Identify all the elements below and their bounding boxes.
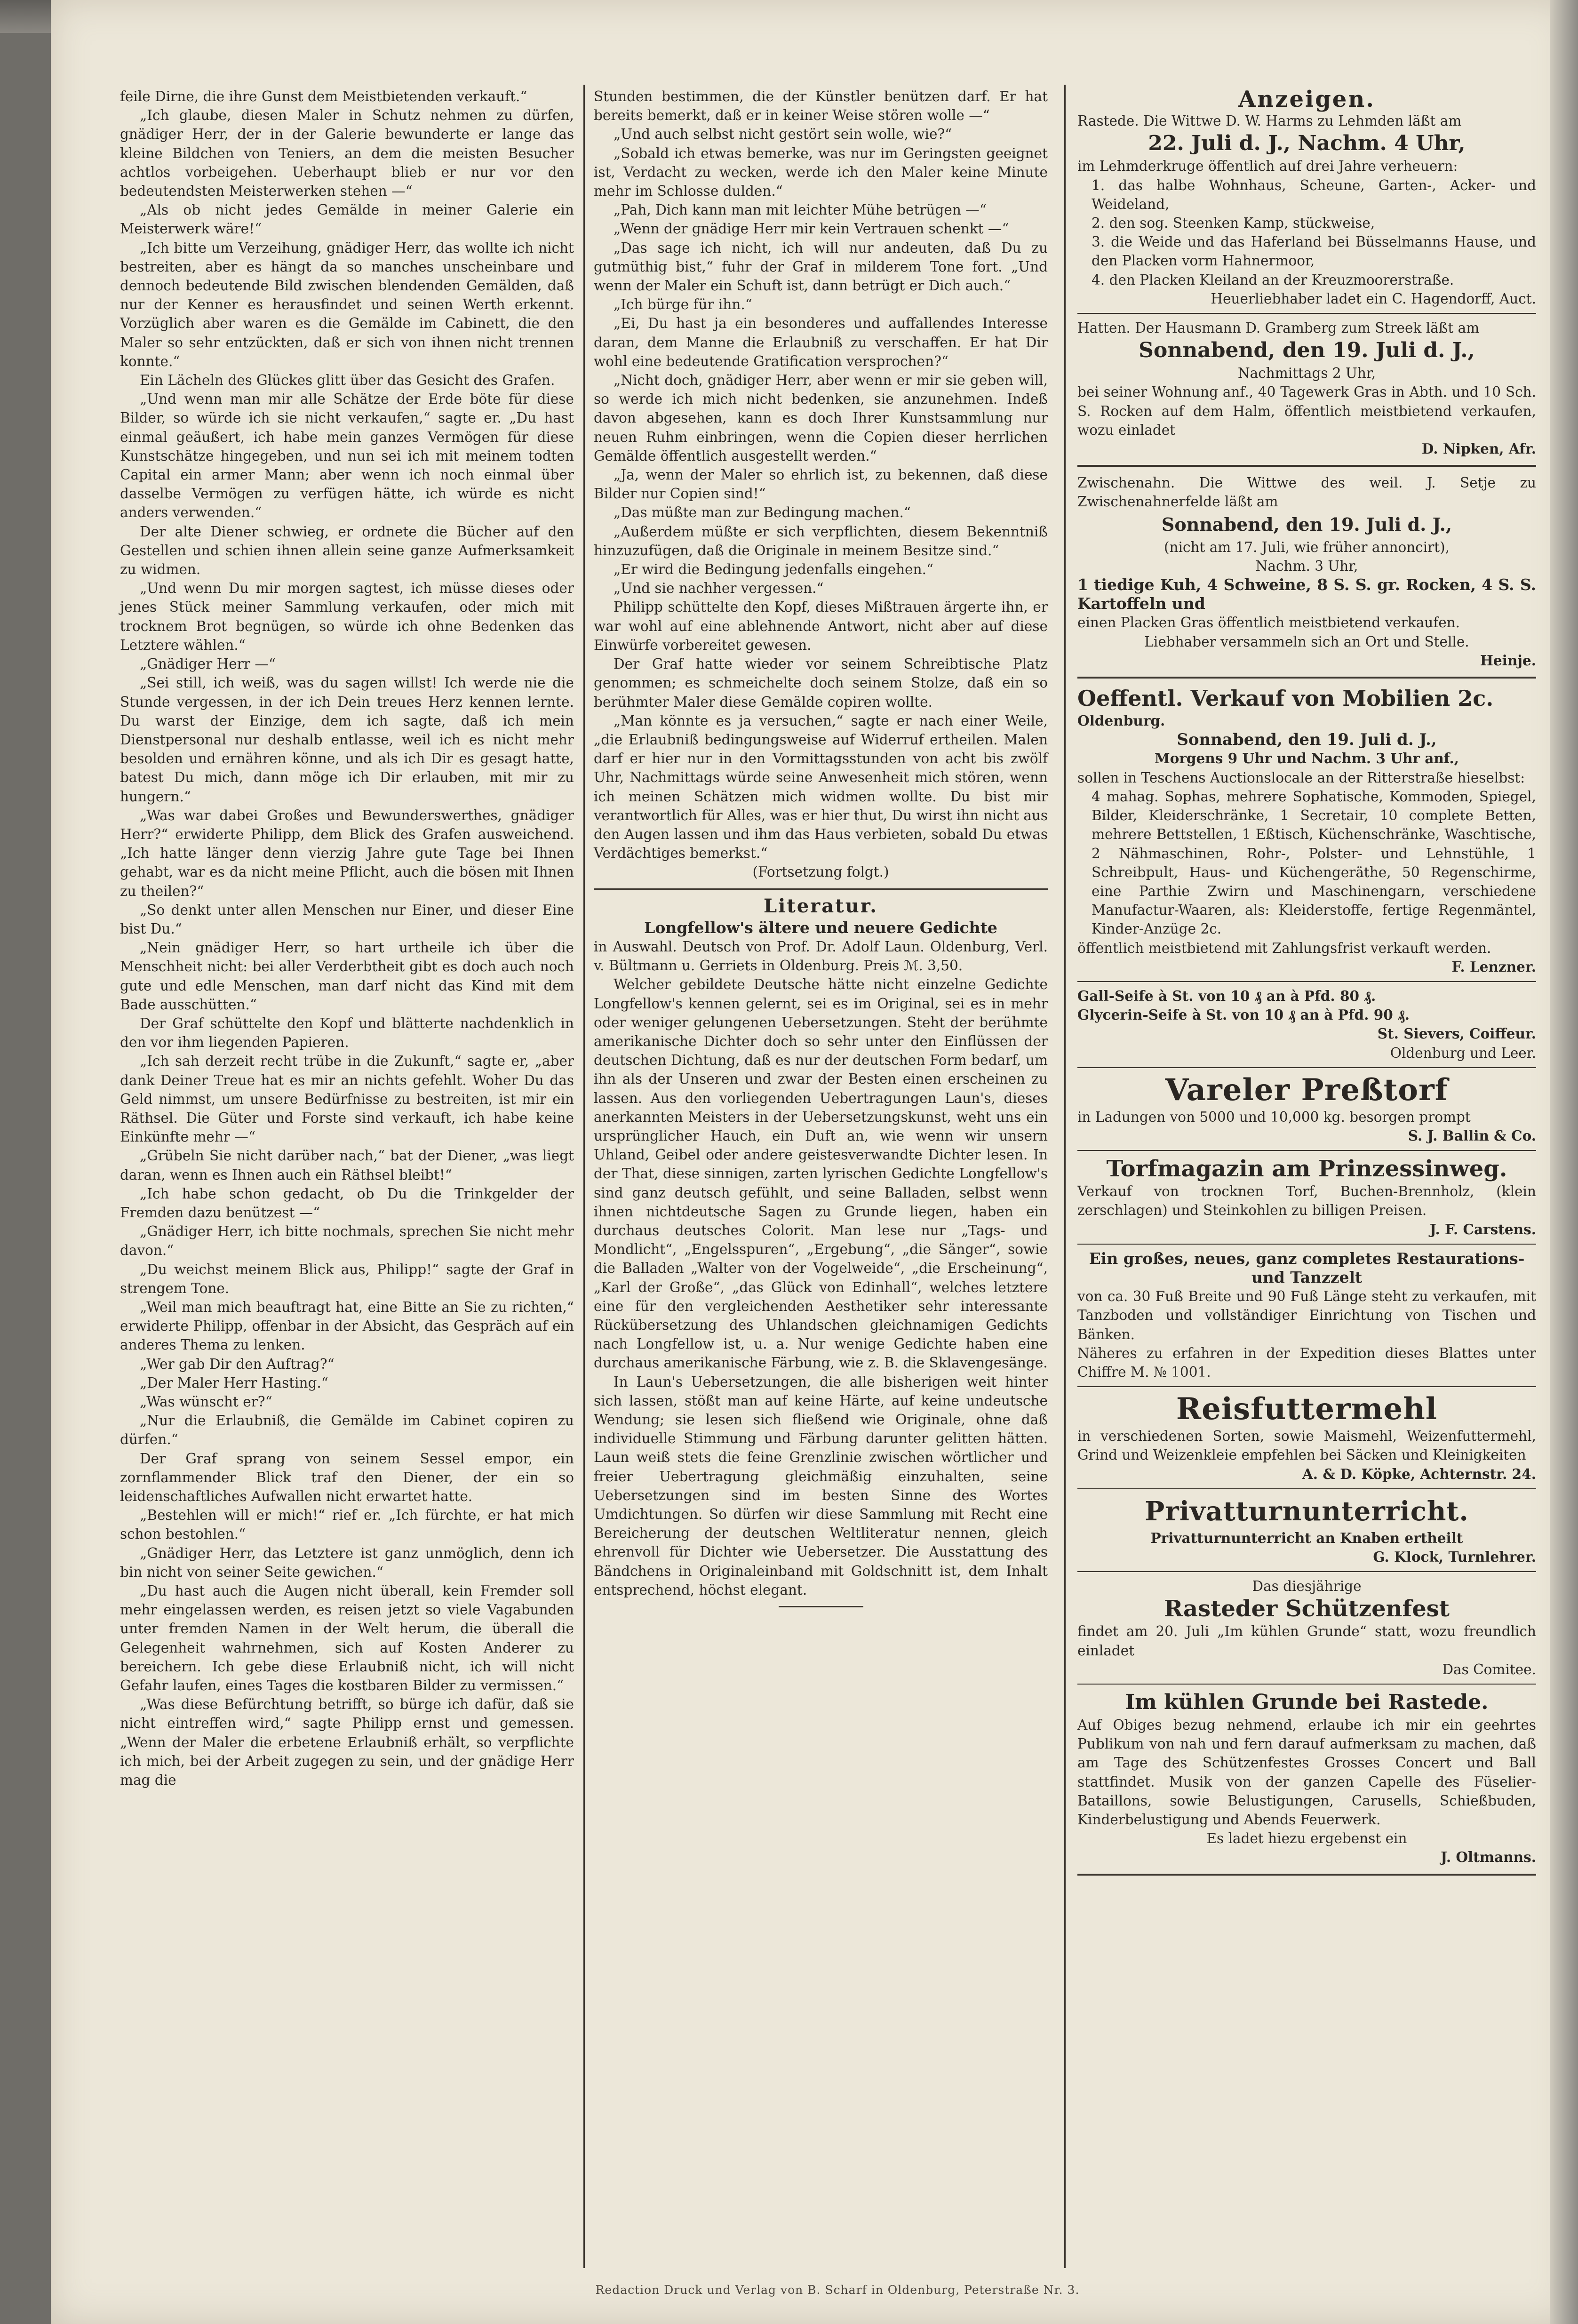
story-paragraph: Stunden bestimmen, die der Künstler benützen darf. Er hat bereits bemerkt, daß er in keiner Weise stören wolle —“ — [594, 88, 1048, 124]
story-paragraph: „Ich bürge für ihn.“ — [614, 296, 752, 313]
story-paragraph: „Ich habe schon gedacht, ob Du die Trinkgelder der Fremden dazu benützest —“ — [120, 1185, 574, 1221]
ad-schuetzenfest — [1077, 1577, 1536, 1679]
story-paragraph: Ein Lächeln des Glückes glitt über das Gesicht des Grafen. — [140, 372, 555, 389]
story-paragraph: „Bestehlen will er mich!“ rief er. „Ich fürchte, er hat mich schon bestohlen.“ — [120, 1507, 574, 1542]
story-paragraph: Der Graf hatte wieder vor seinem Schreibtische Platz genommen; es schmeichelte doch seinem Stolze, daß ein so berühmter Maler diese Gemälde copiren wollte. — [594, 656, 1048, 710]
imprint-footer: Redaction Druck und Verlag von B. Scharf in Oldenburg, Peterstraße Nr. 3. — [595, 2283, 1080, 2297]
ad2-signature: D. Nipken, Afr. — [1421, 440, 1536, 457]
ad-torfmagazin — [1077, 1156, 1536, 1239]
ad4-signature: F. Lenzner. — [1451, 958, 1536, 975]
story-paragraph: „Gnädiger Herr —“ — [140, 656, 276, 672]
story-paragraph: feile Dirne, die ihre Gunst dem Meistbietenden verkauft.“ — [120, 88, 527, 104]
story-paragraph: „Du weichst meinem Blick aus, Philipp!“ sagte der Graf in strengem Tone. — [120, 1261, 574, 1296]
ad2-date: Sonnabend, den 19. Juli d. J., — [1139, 338, 1475, 363]
ad9-title: Reisfuttermehl — [1176, 1391, 1438, 1427]
ad7-text: Verkauf von trocknen Torf, Buchen-Brennholz, (klein zerschlagen) und Steinkohlen zu billigen Preisen. — [1077, 1183, 1536, 1219]
ad3-text: einen Placken Gras öffentlich meistbietend verkaufen. — [1077, 615, 1460, 631]
story-paragraph: „Was diese Befürchtung betrifft, so bürge ich dafür, daß sie nicht eintreffen wird,“ sagte Philipp ernst und gemessen. „Wenn der Maler die erbetene Erlaubniß erhält, so verpflichte ich mich, bei der Arbeit zugegen zu sein, und der gnädige Herr mag die — [120, 1696, 574, 1789]
ad4-place: Oldenburg. — [1077, 712, 1165, 729]
ad6-text: in Ladungen von 5000 und 10,000 kg. besorgen prompt — [1077, 1109, 1471, 1125]
story-paragraph: „Ei, Du hast ja ein besonderes und auffallendes Interesse daran, dem Manne die Erlaubniß zu verschaffen. Er hat Dir wohl eine bedeutende Gratification versprochen?“ — [594, 315, 1048, 369]
scan-right-edge — [1550, 0, 1578, 2324]
ad9-signature: A. & D. Köpke, Achternstr. 24. — [1302, 1465, 1536, 1482]
story-paragraph: „Wenn der gnädige Herr mir kein Vertrauen schenkt —“ — [614, 221, 1009, 237]
ad4-title: Oeffentl. Verkauf von Mobilien 2c. — [1077, 686, 1494, 711]
story-paragraph: „Weil man mich beauftragt hat, eine Bitte an Sie zu richten,“ erwiderte Philipp, offenbar in der Absicht, das Gespräch auf ein anderes Thema zu lenken. — [120, 1299, 574, 1353]
ad1-item-3: 3. die Weide und das Haferland bei Büsselmanns Hause, und den Placken vorm Hahnermoor, — [1092, 234, 1536, 269]
ad-divider — [1077, 1150, 1536, 1151]
ad12-end: Es ladet hiezu ergebenst ein — [1206, 1830, 1407, 1847]
ad-divider — [1077, 1684, 1536, 1685]
ad-divider — [1077, 1488, 1536, 1489]
ad1-item-2: 2. den sog. Steenken Kamp, stückweise, — [1092, 215, 1375, 232]
story-paragraph: „Wer gab Dir den Auftrag?“ — [140, 1356, 335, 1372]
ad12-text: Auf Obiges bezug nehmend, erlaube ich mir ein geehrtes Publikum von nah und fern darauf aufmerksam zu machen, daß am Tage des Schützenfestes Grosses Concert und Ball stattfindet. Musik von der ganzen Capelle des Füselier-Bataillons, sowie Belustigungen, Carusells, Schießbuden, Kinderbelustigung und Abends Feuerwerk. — [1077, 1717, 1536, 1828]
ad5-signature: St. Sievers, Coiffeur. — [1377, 1025, 1536, 1042]
column-story-2 — [594, 87, 1048, 1614]
story-paragraph: „Man könnte es ja versuchen,“ sagte er nach einer Weile, „die Erlaubniß bedingungsweise auf Widerruf ertheilen. Malen darf er hier nur in den Vormittagsstunden von acht bis zwölf Uhr, Nachmittags würde seine Anwesenheit mich stören, wenn ich meinen Schätzen mich widmen wollte. Du bist mir verantwortlich für Alles, was er hier thut, Du wirst ihn nicht aus den Augen lassen und ihm das Haus verbieten, sobald Du etwas Verdächtiges bemerkst.“ — [594, 712, 1048, 862]
story-paragraph: „Außerdem müßte er sich verpflichten, diesem Bekenntniß hinzuzufügen, daß die Originale in meinem Besitze sind.“ — [594, 523, 1048, 559]
story-paragraph: Der Graf schüttelte den Kopf und blätterte nachdenklich in den vor ihm liegenden Papieren. — [120, 1015, 574, 1051]
story-paragraph: „Als ob nicht jedes Gemälde in meiner Galerie ein Meisterwerk wäre!“ — [120, 202, 574, 237]
continued-note: (Fortsetzung folgt.) — [752, 864, 889, 880]
ad-zwischenahn-setje — [1077, 473, 1536, 670]
review-paragraph-1: Welcher gebildete Deutsche hätte nicht einzelne Gedichte Longfellow's kennen gelernt, sei es im Original, sei es in mehr oder weniger gelungenen Uebersetzungen. Steht der berühmte amerikanische Dichter doch so sehr unter den Einflüssen der deutschen Dichtung, daß es nur der deutschen Form bedarf, um ihn als der Unseren und zwar der Besten einen erscheinen zu lassen. Aus den vorliegenden Uebertragungen Laun's, dieses anerkannten Meisters in der Uebersetzungskunst, weht uns ein ursprünglicher Hauch, ein Duft an, wie wenn wir unsern Uhland, Geibel oder andere geistesverwandte Dichter lesen. In der That, diese sinnigen, zarten lyrischen Gedichte Longfellow's sind ganz deutsch gefühlt, und seine Balladen, selbst wenn ihnen nichtdeutsche Sagen zu Grunde liegen, haben ein durchaus deutsches Colorit. Man lese nur „Tags- und Mondlicht“, „Engelsspuren“, „Ergebung“, „die Sänger“, sowie die Balladen „Walter von der Vogelweide“, „die Erscheinung“, „Karl der Große“, „das Glück von Edinhall“, welches letztere eine für den vergleichenden Aesthetiker sehr interessante Rückübersetzung des Uhlandschen gleichnamigen Gedichts nach Longfellow ist, u. a. Nur wenige Gedichte haben eine durchaus amerikanische Färbung, wie z. B. die Sklavengesänge. — [594, 976, 1048, 1371]
ad3-signature: Heinje. — [1480, 652, 1536, 669]
ad4-date: Sonnabend, den 19. Juli d. J., — [1177, 730, 1437, 750]
ad-divider — [1077, 313, 1536, 314]
ad5-line1: Gall-Seife à St. von 10 ₰ an à Pfd. 80 ₰. — [1077, 987, 1376, 1004]
story-paragraph: Philipp schüttelte den Kopf, dieses Mißtrauen ärgerte ihn, er war wohl auf eine ablehnende Antwort, nicht aber auf diese Einwürfe vorbereitet gewesen. — [594, 599, 1048, 653]
section-divider — [594, 888, 1048, 890]
ad10-text: Privatturnunterricht an Knaben ertheilt — [1150, 1529, 1463, 1546]
ad-tanzzelt — [1077, 1249, 1536, 1382]
ad-divider — [1077, 1571, 1536, 1572]
story-paragraph: „Ich bitte um Verzeihung, gnädiger Herr, das wollte ich nicht bestreiten, aber es hängt da so manches unscheinbare und dennoch bedeutende Bild zwischen blendenden Gemälden, daß nur der Kenner es herausfindet und seinen Werth erkennt. Vorzüglich aber waren es die Gemälde im Cabinett, die den Maler so sehr entzückten, daß er sich von ihnen nicht trennen konnte.“ — [120, 240, 574, 369]
ad3-goods: 1 tiedige Kuh, 4 Schweine, 8 S. S. gr. Rocken, 4 S. S. Kartoffeln und — [1077, 575, 1536, 613]
ad-reisfuttermehl — [1077, 1392, 1536, 1484]
ad1-date: 22. Juli d. J., Nachm. 4 Uhr, — [1148, 131, 1466, 156]
story-paragraph: „Und wenn man mir alle Schätze der Erde böte für diese Bilder, so würde ich sie nicht verkaufen,“ sagte er. „Du hast einmal geäußert, ich habe mein ganzes Vermögen für diese Kunstschätze hingegeben, und nun sei ich mit meinem todten Capital ein armer Mann; aber wenn ich noch einmal über dasselbe Vermögen zu verfügen hätte, ich würde es nicht anders verwenden.“ — [120, 391, 574, 521]
review-intro: in Auswahl. Deutsch von Prof. Dr. Adolf Laun. Oldenburg, Verl. v. Bültmann u. Gerriets in Oldenburg. Preis ℳ. 3,50. — [594, 938, 1048, 974]
ad6-signature: S. J. Ballin & Co. — [1408, 1127, 1536, 1144]
review-paragraph-2: In Laun's Uebersetzungen, die alle bisherigen weit hinter sich lassen, stößt man auf keine Härte, auf keine undeutsche Wendung; sie lesen sich fließend wie Originale, ohne daß individuelle Stimmung und Färbung darunter gelitten hätten. Laun weiß stets die feine Grenzlinie zwischen wörtlicher und freier Uebertragung gleichmäßig einzuhalten, seine Uebersetzungen sind im besten Sinne des Wortes Umdichtungen. So dürfen wir diese Sammlung mit Recht eine Bereicherung der deutschen Weltliteratur nennen, gleich ehrenvoll für Dichter wie Uebersetzer. Die Ausstattung des Bändchens in Originaleinband mit Goldschnitt ist, dem Inhalt entsprechend, höchst elegant. — [594, 1374, 1048, 1598]
ad8-title: Ein großes, neues, ganz completes Restaurations- und Tanzzelt — [1089, 1249, 1525, 1286]
ad1-signature: Heuerliebhaber ladet ein C. Hagendorff, Auct. — [1211, 290, 1536, 307]
ad12-title: Im kühlen Grunde bei Rastede. — [1125, 1690, 1489, 1714]
ad3-note: (nicht am 17. Juli, wie früher annoncirt), — [1164, 539, 1450, 555]
review-title: Longfellow's ältere und neuere Gedichte — [644, 918, 997, 937]
ad6-title: Vareler Preßtorf — [1165, 1072, 1449, 1108]
ad8-text: von ca. 30 Fuß Breite und 90 Fuß Länge steht zu verkaufen, mit Tanzboden und vollständiger Einrichtung von Tischen und Bänken. — [1077, 1288, 1536, 1342]
ad5-line2: Glycerin-Seife à St. von 10 ₰ an à Pfd. 90 ₰. — [1077, 1006, 1410, 1023]
ad2-text: bei seiner Wohnung anf., 40 Tagewerk Gras in Abth. und 10 Sch. S. Rocken auf dem Halm, öffentlich meistbietend verkaufen, wozu einladet — [1077, 384, 1536, 438]
ad-rastede-harms — [1077, 112, 1536, 308]
story-paragraph: „Pah, Dich kann man mit leichter Mühe betrügen —“ — [614, 202, 987, 218]
ad11-signature: Das Comitee. — [1442, 1661, 1536, 1677]
ad-divider — [1077, 1874, 1536, 1876]
story-paragraph: „Was war dabei Großes und Bewunderswerthes, gnädiger Herr?“ erwiderte Philipp, dem Blick des Grafen ausweichend. „Ich hatte länger denn vierzig Jahre gute Tage bei Ihnen gehabt, war es da nicht meine Pflicht, auch die bösen mit Ihnen zu theilen?“ — [120, 807, 574, 899]
story-paragraph: „So denkt unter allen Menschen nur Einer, und dieser Eine bist Du.“ — [120, 902, 574, 937]
ad-divider — [1077, 1244, 1536, 1245]
ad7-signature: J. F. Carstens. — [1429, 1221, 1536, 1238]
end-rule — [779, 1606, 863, 1607]
story-paragraph: „Ich glaube, diesen Maler in Schutz nehmen zu dürfen, gnädiger Herr, der in der Galerie bewunderte er lange das kleine Bildchen von Teniers, an dem die meisten Besucher achtlos vorbeigehen. Ueberhaupt blieb er nur vor den bedeutendsten Meisterwerken stehen —“ — [120, 107, 574, 200]
ad5-place: Oldenburg und Leer. — [1390, 1045, 1536, 1061]
ad-seife-sievers — [1077, 987, 1536, 1062]
ad1-text: im Lehmderkruge öffentlich auf drei Jahre verheuern: — [1077, 158, 1458, 175]
ads-heading: Anzeigen. — [1238, 86, 1375, 112]
ad8-info: Näheres zu erfahren in der Expedition dieses Blattes unter Chiffre M. № 1001. — [1077, 1345, 1536, 1380]
ad-turnunterricht — [1077, 1494, 1536, 1566]
story-paragraph: „Der Maler Herr Hasting.“ — [140, 1374, 328, 1391]
story-paragraph: Der Graf sprang von seinem Sessel empor, ein zornflammender Blick traf den Diener, der ein so leidenschaftliches Aufwallen nicht erwartet hatte. — [120, 1450, 574, 1505]
story-paragraph: „Grübeln Sie nicht darüber nach,“ bat der Diener, „was liegt daran, wenn es Ihnen auch ein Räthsel bleibt!“ — [120, 1148, 574, 1183]
ad10-title: Privatturnunterricht. — [1145, 1495, 1469, 1527]
ad11-pre: Das diesjährige — [1252, 1578, 1362, 1595]
ad9-text: in verschiedenen Sorten, sowie Maismehl, Weizenfuttermehl, Grind und Weizenkleie empfehlen bei Säcken und Kleinigkeiten — [1077, 1428, 1536, 1463]
ad10-signature: G. Klock, Turnlehrer. — [1373, 1548, 1536, 1565]
story-paragraph: „Ja, wenn der Maler so ehrlich ist, zu bekennen, daß diese Bilder nur Copien sind!“ — [594, 467, 1048, 502]
story-paragraph: „Du hast auch die Augen nicht überall, kein Fremder soll mehr eingelassen werden, es reisen jetzt so viele Vagabunden unter fremden Namen in der Welt herum, die überall die Gelegenheit wahrnehmen, sich auf Kosten Anderer zu bereichern. Ich gebe diese Erlaubniß nicht, ich will nicht Gefahr laufen, eines Tages die kostbaren Bilder zu vermissen.“ — [120, 1583, 574, 1694]
story-paragraph: „Und sie nachher vergessen.“ — [614, 580, 824, 597]
ad1-item-4: 4. den Placken Kleiland an der Kreuzmoorerstraße. — [1092, 272, 1454, 288]
story-paragraph: „Und wenn Du mir morgen sagtest, ich müsse dieses oder jenes Stück meiner Sammlung verkaufen, oder mich mit trocknem Brot begnügen, so würde ich ohne Bedenken das Letztere wählen.“ — [120, 580, 574, 653]
story-paragraph: „Das müßte man zur Bedingung machen.“ — [614, 504, 911, 521]
ad-pressetorf — [1077, 1073, 1536, 1145]
ad7-title: Torfmagazin am Prinzessinweg. — [1106, 1156, 1507, 1182]
literature-heading: Literatur. — [763, 894, 878, 917]
ad-divider — [1077, 465, 1536, 467]
story-paragraph: „Und auch selbst nicht gestört sein wolle, wie?“ — [614, 126, 952, 143]
story-paragraph: Der alte Diener schwieg, er ordnete die Bücher auf den Gestellen und schien ihnen allein seine ganze Aufmerksamkeit zu widmen. — [120, 523, 574, 578]
column-advertisements — [1077, 87, 1536, 1882]
column-story-1 — [120, 87, 574, 1789]
ad-kuehler-grund — [1077, 1689, 1536, 1867]
ad3-date: Sonnabend, den 19. Juli d. J., — [1161, 513, 1452, 535]
ad4-end: öffentlich meistbietend mit Zahlungsfrist verkauft werden. — [1077, 940, 1491, 956]
ad4-time: Morgens 9 Uhr und Nachm. 3 Uhr anf., — [1155, 750, 1459, 767]
ad2-time: Nachmittags 2 Uhr, — [1237, 365, 1376, 382]
ad4-list: 4 mahag. Sophas, mehrere Sophatische, Kommoden, Spiegel, Bilder, Kleiderschränke, 1 Secretair, 10 complete Betten, mehrere Bettstellen, 1 Eßtisch, Küchenschränke, Waschtische, 2 Nähmaschinen, Rohr-, Polster- und Lehnstühle, 1 Schreibpult, Haus- und Küchengeräthe, 50 Regenschirme, eine Parthie Zwirn und Maschinengarn, verschiedene Manufactur-Waaren, als: Kleiderstoffe, fertige Regenmäntel, Kinder-Anzüge 2c. — [1092, 788, 1536, 937]
story-paragraph: „Er wird die Bedingung jedenfalls eingehen.“ — [614, 561, 934, 578]
ad11-title: Rasteder Schützenfest — [1164, 1596, 1450, 1622]
story-paragraph: „Sobald ich etwas bemerke, was nur im Geringsten geeignet ist, Verdacht zu wecken, werde ich den Maler keine Minute mehr im Schlosse dulden.“ — [594, 145, 1048, 200]
story-paragraph: „Sei still, ich weiß, was du sagen willst! Ich werde nie die Stunde vergessen, in der ich Dein treues Herz kennen lernte. Du warst der Einzige, dem ich sagte, daß ich mein Dienstpersonal nur deshalb entlasse, weil ich es nicht mehr besolden und ernähren könne, und als ich Dir es gesagt hatte, batest Du mich, dann möge ich Dir erlauben, mit mir zu hungern.“ — [120, 675, 574, 805]
story-continuation — [594, 87, 1048, 863]
ad-divider — [1077, 677, 1536, 679]
ad1-intro: Rastede. Die Wittwe D. W. Harms zu Lehmden läßt am — [1077, 113, 1462, 129]
ad-divider — [1077, 1386, 1536, 1387]
ad4-text: sollen in Teschens Auctionslocale an der Ritterstraße hieselbst: — [1077, 769, 1525, 786]
ad11-text: findet am 20. Juli „Im kühlen Grunde“ statt, wozu freundlich einladet — [1077, 1623, 1536, 1659]
story-paragraph: „Nicht doch, gnädiger Herr, aber wenn er mir sie geben will, so werde ich mich nicht bedenken, sie anzunehmen. Indeß davon abgesehen, kann es doch Ihrer Kunstsammlung nur neuen Ruhm einbringen, wenn die Copien dieser herrlichen Gemälde öffentlich ausgestellt werden.“ — [594, 372, 1048, 464]
story-paragraph: „Das sage ich nicht, ich will nur andeuten, daß Du zu gutmüthig bist,“ fuhr der Graf in milderem Tone fort. „Und wenn der Maler ein Schuft ist, dann betrügt er Dich auch.“ — [594, 240, 1048, 294]
ad12-signature: J. Oltmanns. — [1441, 1849, 1536, 1866]
story-paragraph: „Gnädiger Herr, das Letztere ist ganz unmöglich, denn ich bin nicht von seiner Seite gewichen.“ — [120, 1545, 574, 1580]
story-paragraph: „Was wünscht er?“ — [140, 1394, 272, 1410]
story-paragraph: „Ich sah derzeit recht trübe in die Zukunft,“ sagte er, „aber dank Deiner Treue hat es mir an nichts gefehlt. Woher Du das Geld nimmst, um unsere Bedürfnisse zu bestreiten, ist mir ein Räthsel. Die Güter und Forste sind verkauft, ich habe keine Einkünfte mehr —“ — [120, 1053, 574, 1145]
ad3-meet: Liebhaber versammeln sich an Ort und Stelle. — [1144, 633, 1469, 650]
ad2-intro: Hatten. Der Hausmann D. Gramberg zum Streek läßt am — [1077, 320, 1480, 336]
story-paragraph: „Gnädiger Herr, ich bitte nochmals, sprechen Sie nicht mehr davon.“ — [120, 1223, 574, 1259]
column-divider-2 — [1064, 85, 1066, 2268]
ad-divider — [1077, 1067, 1536, 1068]
ad1-item-1: 1. das halbe Wohnhaus, Scheune, Garten-, Acker- und Weideland, — [1092, 177, 1536, 212]
ad3-time: Nachm. 3 Uhr, — [1255, 558, 1358, 574]
ad3-intro: Zwischenahn. Die Wittwe des weil. J. Setje zu Zwischenahnerfelde läßt am — [1077, 475, 1536, 510]
story-paragraph: „Nur die Erlaubniß, die Gemälde im Cabinet copiren zu dürfen.“ — [120, 1413, 574, 1448]
ad-hatten-gramberg — [1077, 319, 1536, 458]
column-divider-1 — [583, 85, 585, 2268]
ad-mobilien-verkauf — [1077, 685, 1536, 976]
story-paragraph: „Nein gnädiger Herr, so hart urtheile ich über die Menschheit nicht: bei aller Verderbtheit gibt es doch auch noch gute und edle Menschen, man darf nicht das Kind mit dem Bade ausschütten.“ — [120, 940, 574, 1013]
ad-divider — [1077, 981, 1536, 982]
